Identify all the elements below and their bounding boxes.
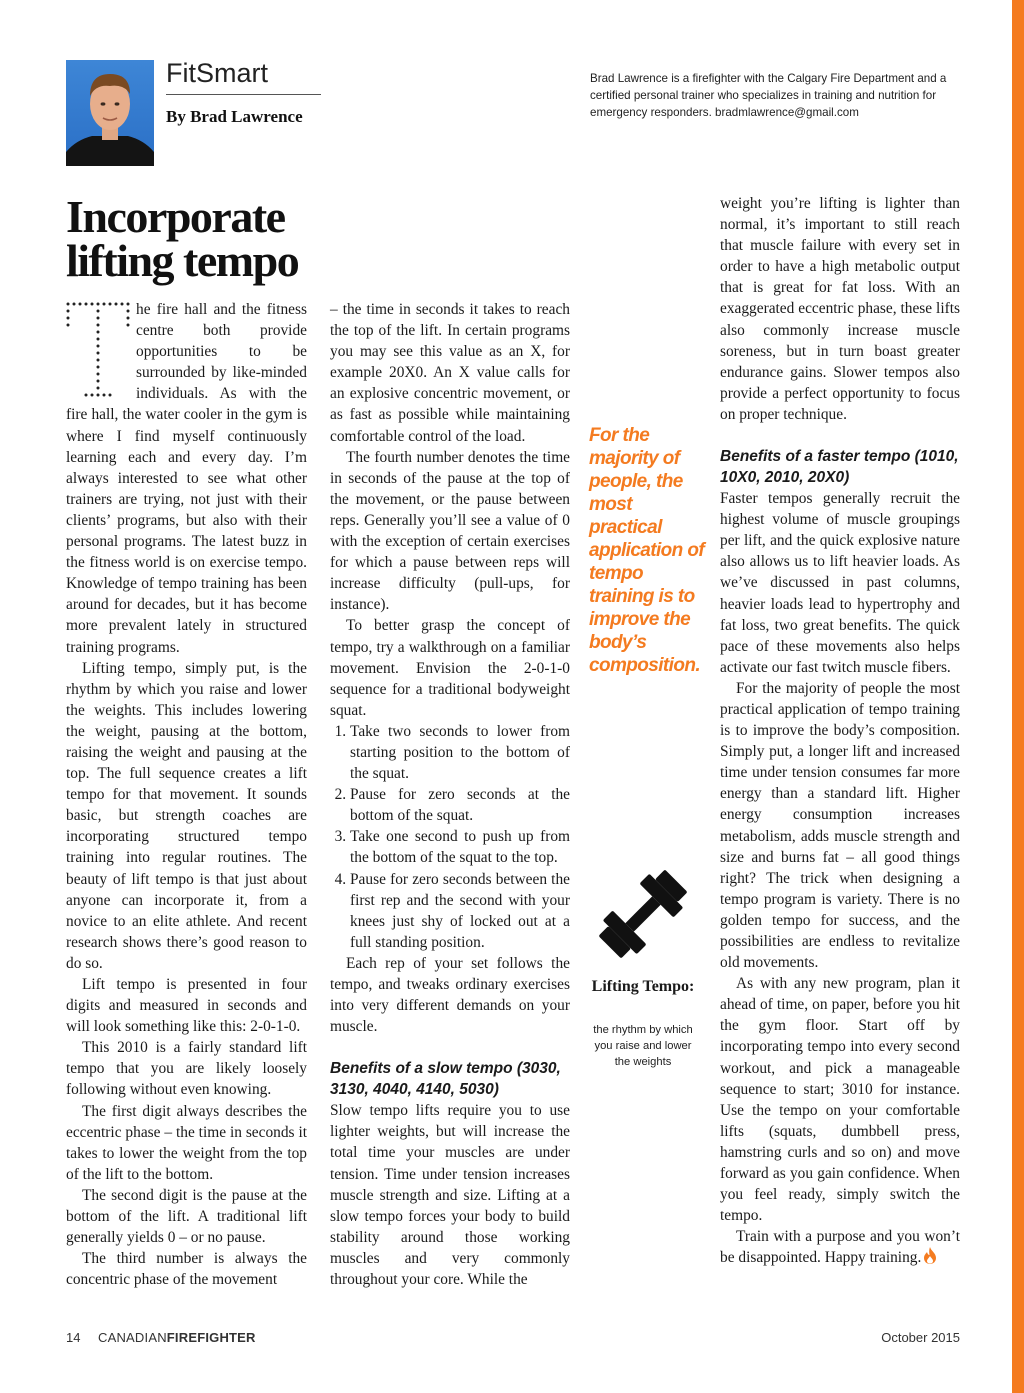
magazine-name-bold: FIREFIGHTER <box>166 1330 256 1345</box>
pull-quote: For the majority of people, the most practical application of tempo training is to improve the body’s composition. <box>589 425 705 676</box>
dropcap <box>66 301 130 403</box>
caption-text: the rhythm by which you raise and lower the weights <box>593 1024 693 1068</box>
paragraph: Lift tempo is presented in four digits and measured in seconds and will look something like this: 2-0-1-0. <box>66 976 307 1036</box>
page-edge-accent-bar <box>1012 0 1024 1393</box>
paragraph: For the majority of people the most practical application of tempo training is to improve the body’s composition. Simply put, a longer lift and increased time under tension consumes far more energy than a standard lift. Higher energy consumption increases metabolism, adds muscle strength and size and burns fat – all good things right? The trick when designing a tempo program is variety. There is no golden tempo for success, and the possibilities are endless to revitalize old movements. <box>720 679 960 972</box>
paragraph: To better grasp the concept of tempo, try a walkthrough on a familiar movement. Envision the 2-0-1-0 sequence for a traditional bodyweight squat. <box>330 617 570 719</box>
closing-paragraph <box>720 1226 960 1268</box>
list-item: 1. Take two seconds to lower from starting position to the bottom of the squat. <box>350 721 570 784</box>
paragraph: This 2010 is a fairly standard lift tempo that you are likely loosely following without even knowing. <box>66 1039 307 1099</box>
squat-steps-list <box>330 721 570 953</box>
paragraph: The third number is always the concentric phase of the movement <box>66 1250 307 1289</box>
paragraph: As with any new program, plan it ahead of time, on paper, before you hit the gym floor. Start off by incorporating tempo into every second workout, and pick a manageable sequence to start; 3010 for instance. Use the tempo on your comfortable lifts (squats, dumbbell press, hamstring curls and so on) and move forward as you gain confidence. When you feel ready, simply switch the tempo. <box>720 975 960 1225</box>
subhead-slow-tempo: Benefits of a slow tempo (3030, 3130, 4040, 4140, 5030) <box>330 1060 561 1099</box>
paragraph: Faster tempos generally recruit the highest volume of muscle groupings per lift, and the quick explosive nature also allows us to lift heavier loads. As we’ve discussed in past columns, heavier loads lead to hypertrophy and fat loss, two great benefits. The quick pace of these movements also helps activate our fast twitch muscle fibers. <box>720 490 960 676</box>
author-bio: Brad Lawrence is a firefighter with the Calgary Fire Department and a certified personal trainer who specializes in training and nutrition for emergency responders. bradmlawrence@gmail.com <box>590 72 947 119</box>
author-photo <box>66 60 154 166</box>
dropcap-letter <box>130 301 131 302</box>
list-item: 2. Pause for zero seconds at the bottom of the squat. <box>350 784 570 826</box>
magazine-name-light: CANADIAN <box>98 1330 167 1345</box>
paragraph: The second digit is the pause at the bottom of the lift. A traditional lift generally yields 0 – or no pause. <box>66 1186 307 1247</box>
magazine-name <box>98 1330 256 1345</box>
dropcap-letter-graphic <box>66 301 130 403</box>
article-column-4 <box>720 193 960 1269</box>
flame-icon <box>923 1247 937 1264</box>
paragraph: Lifting tempo, simply put, is the rhythm by which you raise and lower the weights. This includes lowering the weight, pausing at the bottom, raising the weight and pausing at the top. The full sequence creates a lift tempo for that movement. It sounds basic, but strength coaches are incorporating structured tempo training into regular routines. The beauty of lift tempo is that just about anyone can incorporate it, from a novice to an elite athlete. And recent research shows there’s good reason to do so. <box>66 659 307 972</box>
paragraph: The first digit always describes the eccentric phase – the time in seconds it takes to lower the weight from the top of the lift to the bottom. <box>66 1102 307 1183</box>
article-column-2 <box>330 299 570 1290</box>
byline: By Brad Lawrence <box>166 107 303 126</box>
caption-title: Lifting Tempo: <box>591 978 695 995</box>
column-rule <box>166 94 321 95</box>
paragraph: Each rep of your set follows the tempo, and tweaks ordinary exercises into very different demands on your muscle. <box>330 954 570 1036</box>
paragraph: The fourth number denotes the time in seconds of the pause at the top of the movement, or the pause between reps. Generally you’ll see a value of 0 with the exception of certain exercises for which a pause between reps will increase difficulty (pull-ups, for instance). <box>330 448 570 614</box>
subhead-fast-tempo: Benefits of a faster tempo (1010, 10X0, 2010, 20X0) <box>720 448 959 487</box>
paragraph: weight you’re lifting is lighter than normal, it’s important to still reach that muscle failure with every set in order to have a high metabolic output that is great for fat loss. With an exaggerated eccentric phase, these lifts also commonly increase muscle soreness, but in turn boast greater endurance gains. Slower tempos also provide a perfect opportunity to focus on proper technique. <box>720 195 960 423</box>
list-item: 3. Take one second to push up from the bottom of the squat to the top. <box>350 826 570 868</box>
page-number: 14 <box>66 1330 81 1345</box>
intro-paragraph <box>66 299 307 658</box>
list-item: 4. Pause for zero seconds between the first rep and the second with your knees just shy of locked out at a full standing position. <box>350 869 570 953</box>
paragraph: Slow tempo lifts require you to use lighter weights, but will increase the total time your muscles are under tension. Time under tension increases muscle strength and size. Lifting at a slow tempo forces your body to build stability around those working muscles and very commonly throughout your core. While the <box>330 1102 570 1289</box>
column-name: FitSmart <box>166 58 269 88</box>
intro-text: he fire hall and the fitness centre both provide opportunities to be surrounded by like-minded individuals. As with the fire hall, the water cooler in the gym is where I find myself continuously learning each and every day. I’m always interested to see what other trainers are trying, not just with their clients’ programs, but also with their personal programs. The latest buzz in the fitness world is on exercise tempo. Knowledge of tempo training has been around for decades, but it has become more prevalent lately in structured training programs. <box>66 301 307 656</box>
article-column-1 <box>66 299 307 1290</box>
headline: Incorporate lifting tempo <box>66 191 299 286</box>
paragraph: – the time in seconds it takes to reach the top of the lift. In certain programs you may see this value as an X, for example 20X0. An X value calls for an explosive concentric movement, or as fast as possible while maintaining comfortable control of the load. <box>330 301 570 445</box>
dumbbell-icon <box>590 858 696 970</box>
issue-date: October 2015 <box>881 1330 960 1345</box>
closing-text: Train with a purpose and you won’t be disappointed. Happy training. <box>720 1228 960 1267</box>
